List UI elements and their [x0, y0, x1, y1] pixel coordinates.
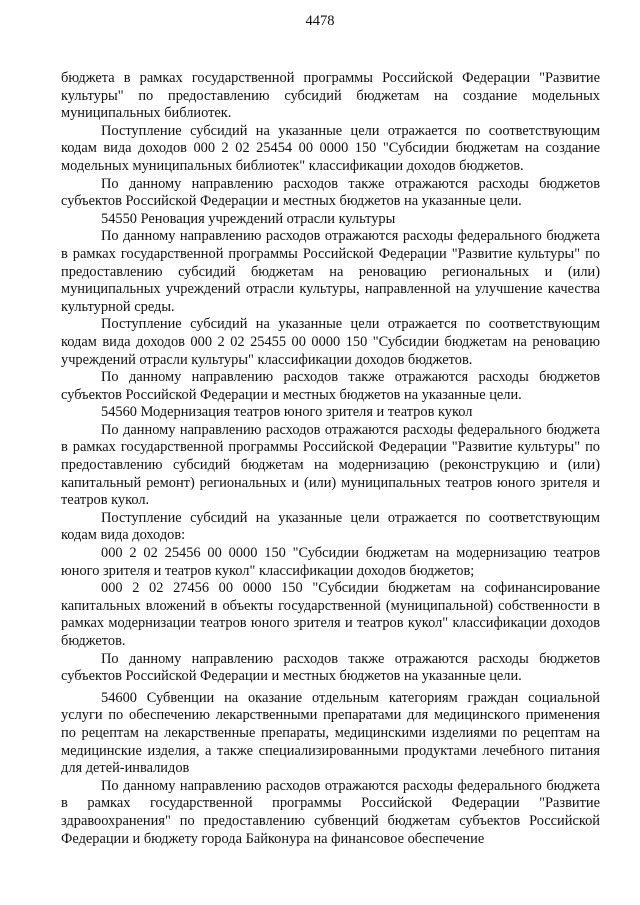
- page-number: 4478: [305, 13, 335, 29]
- section-heading: 54550 Реновация учреждений отрасли культуры: [101, 210, 396, 227]
- paragraph: По данному направлению расходов также отражаются расходы бюджетов субъектов Российской Федерации и местных бюджетов на указанные цели.: [61, 175, 600, 210]
- paragraph: 000 2 02 27456 00 0000 150 "Субсидии бюджетам на софинансирование капитальных вложений в объекты государственной (муниципальной) собственности в рамках модернизации театров юного зрителя и театров кукол" классификации доходов бюджетов.: [61, 580, 600, 649]
- paragraph: Поступление субсидий на указанные цели отражается по соответствующим кодам вида доходов 000 2 02 25455 00 0000 150 "Субсидии бюджетам на реновацию учреждений отрасли культуры" классификации доходов бюджетов.: [61, 316, 600, 368]
- paragraph: Поступление субсидий на указанные цели отражается по соответствующим кодам вида доходов 000 2 02 25454 00 0000 150 "Субсидии бюджетам на создание модельных муниципальных библиотек" классификации доходов бюджетов.: [61, 122, 600, 174]
- paragraph: бюджета в рамках государственной программы Российской Федерации "Развитие культуры" по предоставлению субсидий бюджетам на создание модельных муниципальных библиотек.: [61, 70, 600, 122]
- paragraph: По данному направлению расходов отражаются расходы федерального бюджета в рамках государственной программы Российской Федерации "Развитие здравоохранения" по предоставлению субвенций бюджетам субъектов Российской Федерации и бюджету города Байконура на финансовое обеспечение: [61, 777, 600, 847]
- paragraph: По данному направлению расходов отражаются расходы федерального бюджета в рамках государственной программы Российской Федерации "Развитие культуры" по предоставлению субсидий бюджетам на модернизацию (реконструкцию и (или) капитальный ремонт) региональных и (или) муниципальных театров юного зрителя и театров кукол.: [61, 421, 600, 509]
- paragraph: 000 2 02 25456 00 0000 150 "Субсидии бюджетам на модернизацию театров юного зрителя и театров кукол" классификации доходов бюджетов;: [61, 545, 600, 579]
- section-heading: 54600 Субвенции на оказание отдельным категориям граждан социальной услуги по обеспечению лекарственными препаратами для медицинского применения по рецептам на лекарственные препараты, медицинскими изделиями по рецептам на медицинские изделия, а также специализированными продуктами лечебного питания для детей-инвалидов: [61, 689, 600, 777]
- paragraph: По данному направлению расходов отражаются расходы федерального бюджета в рамках государственной программы Российской Федерации "Развитие культуры" по предоставлению субсидий бюджетам на реновацию региональных и (или) муниципальных учреждений отрасли культуры, направленной на улучшение качества культурной среды.: [61, 228, 600, 315]
- document-body: [61, 70, 600, 848]
- paragraph: По данному направлению расходов также отражаются расходы бюджетов субъектов Российской Федерации и местных бюджетов на указанные цели.: [61, 650, 600, 685]
- section-heading: 54560 Модернизация театров юного зрителя и театров кукол: [101, 404, 473, 421]
- paragraph: Поступление субсидий на указанные цели отражается по соответствующим кодам вида доходов:: [61, 509, 600, 544]
- paragraph: По данному направлению расходов также отражаются расходы бюджетов субъектов Российской Федерации и местных бюджетов на указанные цели.: [61, 369, 600, 403]
